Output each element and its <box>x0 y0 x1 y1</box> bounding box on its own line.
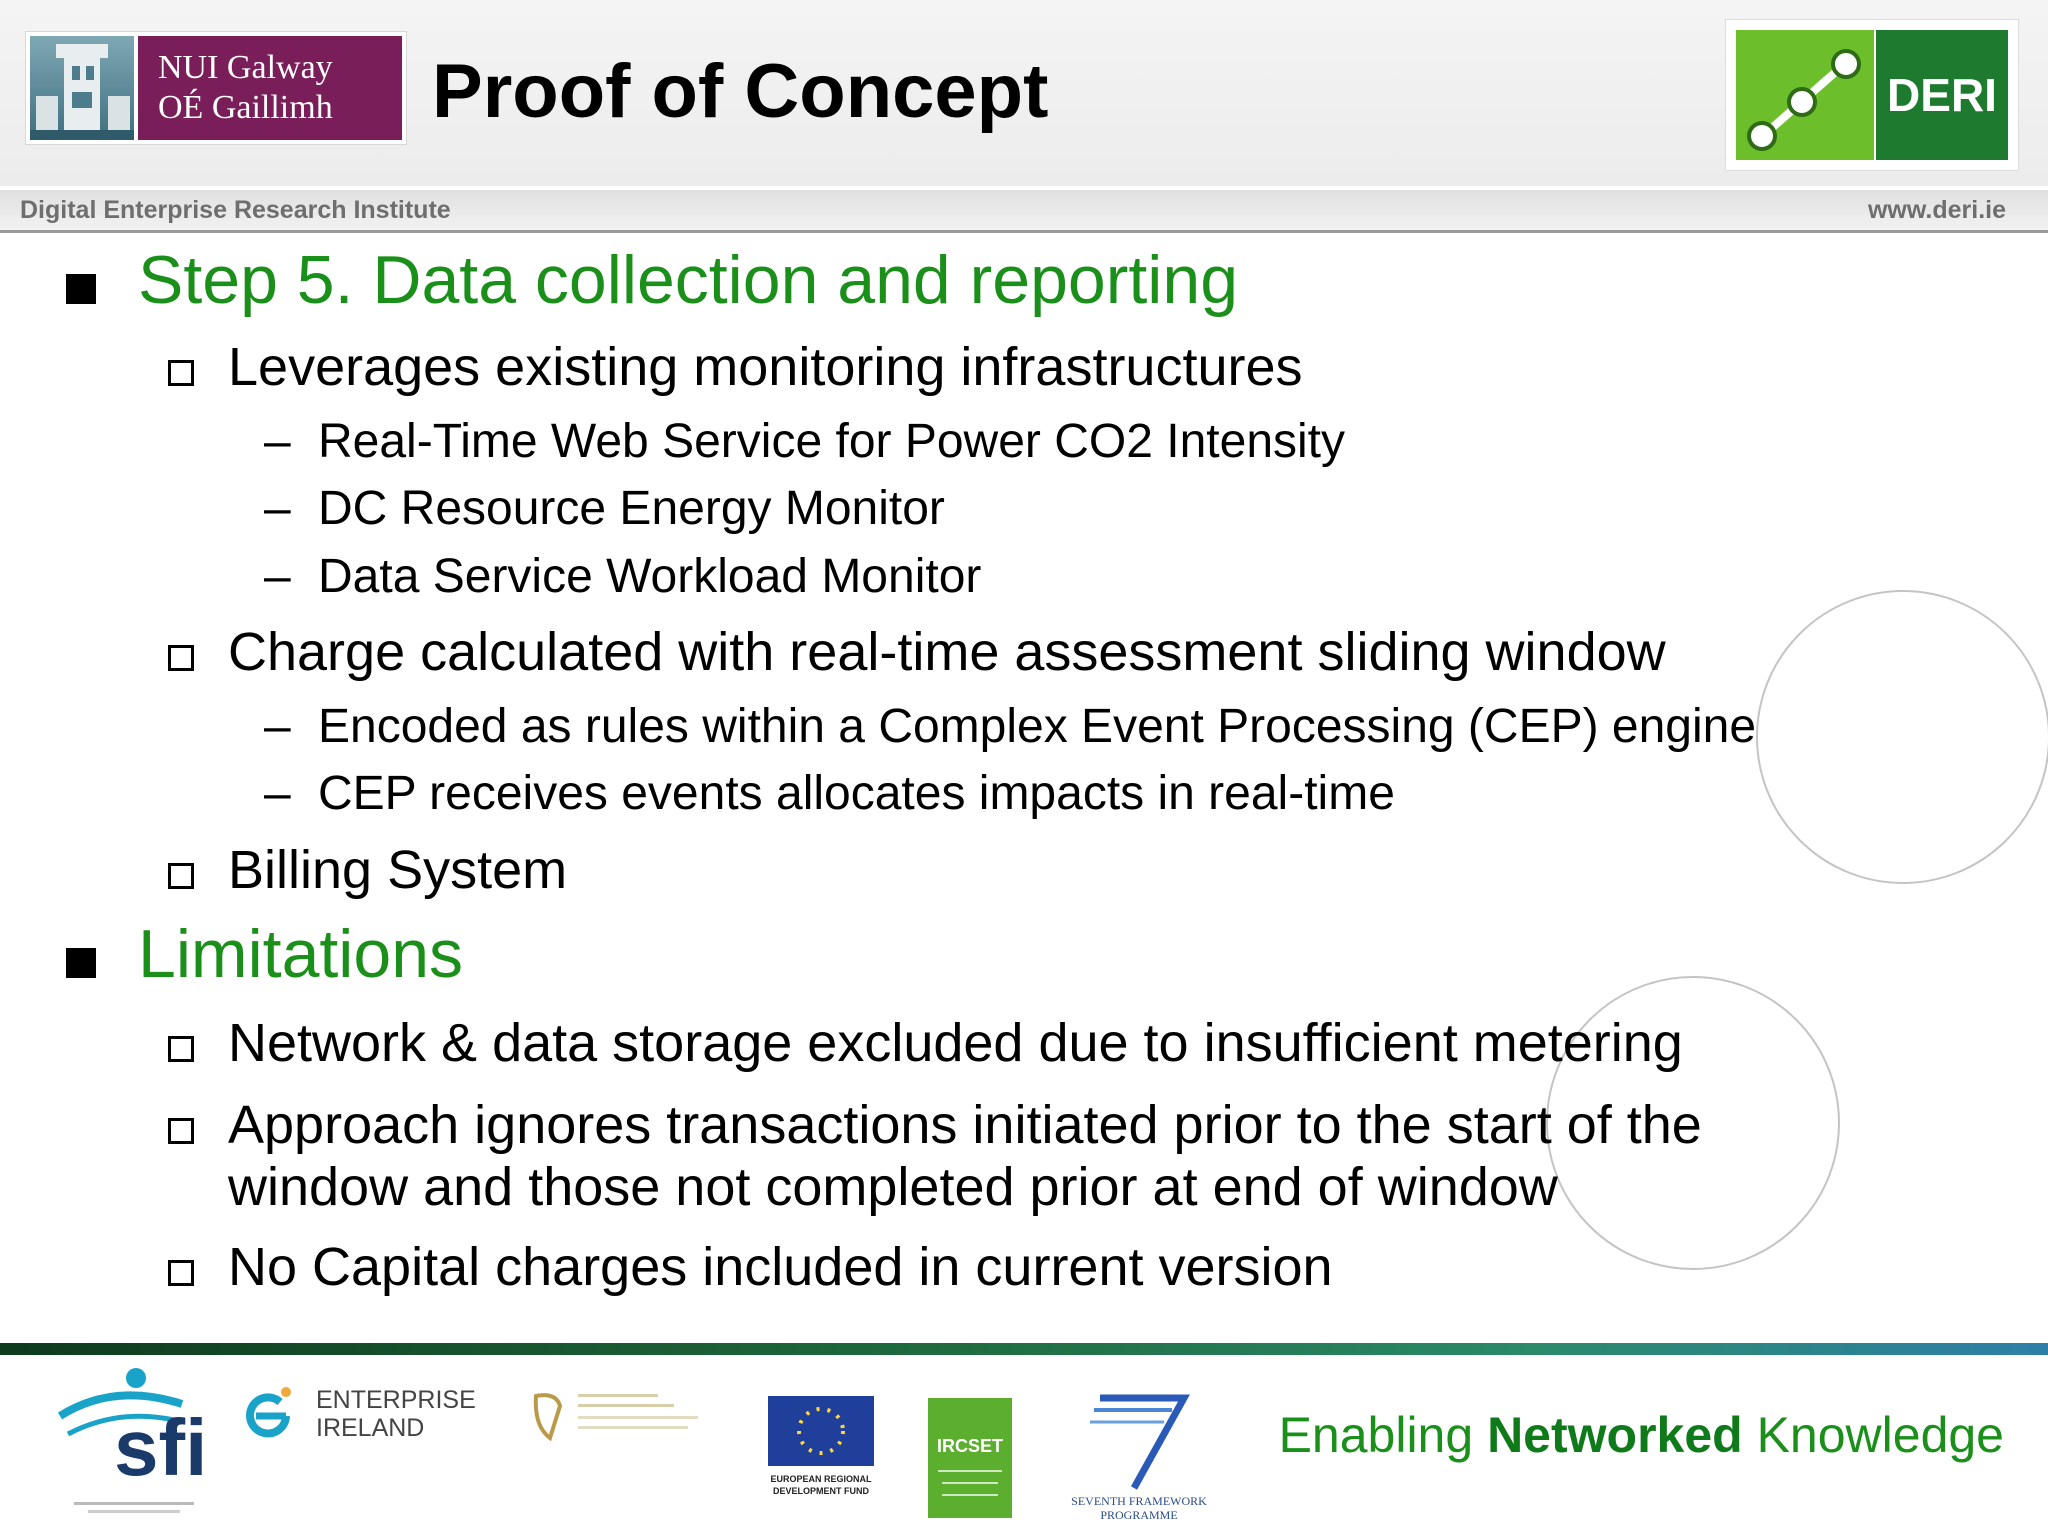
open-square-bullet-icon <box>168 645 194 671</box>
filled-square-bullet-icon <box>66 948 96 978</box>
erdf-eu-logo <box>764 1394 878 1504</box>
harp-icon <box>526 1386 712 1446</box>
sub-list-item-text: DC Resource Energy Monitor <box>318 482 945 535</box>
sfi-logo <box>54 1364 214 1514</box>
tagline-bold: Networked <box>1487 1407 1743 1463</box>
ircset-rule <box>942 1494 998 1496</box>
decorative-circle-upper <box>1756 590 2048 884</box>
list-item-text: Leverages existing monitoring infrastructures <box>228 337 1303 397</box>
slide-header <box>0 0 2048 186</box>
institute-bar <box>0 190 2048 233</box>
section-heading-text: Step 5. Data collection and reporting <box>138 242 1239 318</box>
open-square-bullet-icon <box>168 863 194 889</box>
dash-bullet-icon: – <box>264 415 291 468</box>
dash-bullet-icon: – <box>264 550 291 603</box>
list-item-text-line1: Approach ignores transactions initiated prior to the start of the <box>228 1095 1702 1155</box>
footer-divider <box>0 1343 2048 1355</box>
section-heading-text: Limitations <box>138 916 464 992</box>
fp7-logo <box>1064 1392 1214 1522</box>
enterprise-ireland-e-icon <box>246 1386 294 1442</box>
network-nodes-icon <box>1736 30 1874 160</box>
sub-list-item-text: CEP receives events allocates impacts in real-time <box>318 767 1395 820</box>
footer-tagline <box>1279 1406 2004 1464</box>
ircset-rule <box>938 1470 1002 1472</box>
dash-bullet-icon: – <box>264 767 291 820</box>
enterprise-ireland-line2: IRELAND <box>316 1414 425 1442</box>
nui-name-line1: NUI Galway <box>158 49 333 86</box>
nui-galway-logo <box>26 32 406 144</box>
sub-list-item-text: Real-Time Web Service for Power CO2 Intensity <box>318 415 1346 468</box>
institute-name: Digital Enterprise Research Institute <box>20 196 451 224</box>
open-square-bullet-icon <box>168 1260 194 1286</box>
open-square-bullet-icon <box>168 360 194 386</box>
open-square-bullet-icon <box>168 1118 194 1144</box>
deri-logo-text: DERI <box>1876 30 2008 160</box>
list-item-text-line2: window and those not completed prior at end of window <box>228 1157 1558 1217</box>
slide-title: Proof of Concept <box>432 49 1049 134</box>
castle-crest-icon <box>30 36 134 140</box>
irish-government-logo <box>526 1386 712 1446</box>
sfi-wordmark: sfi <box>114 1403 208 1492</box>
list-item-text: No Capital charges included in current version <box>228 1237 1333 1297</box>
ircset-wordmark: IRCSET <box>936 1436 1003 1456</box>
fp7-line1: SEVENTH FRAMEWORK <box>1071 1494 1207 1508</box>
filled-square-bullet-icon <box>66 274 96 304</box>
enterprise-ireland-logo <box>246 1382 476 1452</box>
nui-name-block <box>138 36 402 140</box>
website-url[interactable]: www.deri.ie <box>1867 196 2006 224</box>
eu-flag-icon <box>764 1394 878 1468</box>
open-square-bullet-icon <box>168 1036 194 1062</box>
deri-logo <box>1726 20 2018 170</box>
sub-list-item-text: Data Service Workload Monitor <box>318 550 982 603</box>
fp7-seven-icon <box>1064 1392 1214 1492</box>
enterprise-ireland-line1: ENTERPRISE <box>316 1386 476 1414</box>
sub-list-item-text: Encoded as rules within a Complex Event Processing (CEP) engine <box>318 700 1757 753</box>
list-item-text: Charge calculated with real-time assessment sliding window <box>228 622 1666 682</box>
dash-bullet-icon: – <box>264 700 291 753</box>
fp7-line2: PROGRAMME <box>1100 1508 1178 1522</box>
nui-name-line2: OÉ Gaillimh <box>158 89 333 126</box>
list-item-text: Billing System <box>228 840 568 900</box>
tagline-part2: Knowledge <box>1742 1407 2004 1463</box>
erdf-line2: DEVELOPMENT FUND <box>772 1486 869 1496</box>
erdf-line1: EUROPEAN REGIONAL <box>770 1474 872 1484</box>
dash-bullet-icon: – <box>264 482 291 535</box>
tagline-part1: Enabling <box>1278 1407 1488 1463</box>
ircset-rule <box>942 1482 998 1484</box>
list-item-text: Network & data storage excluded due to insufficient metering <box>228 1013 1683 1073</box>
ircset-logo <box>928 1398 1012 1518</box>
